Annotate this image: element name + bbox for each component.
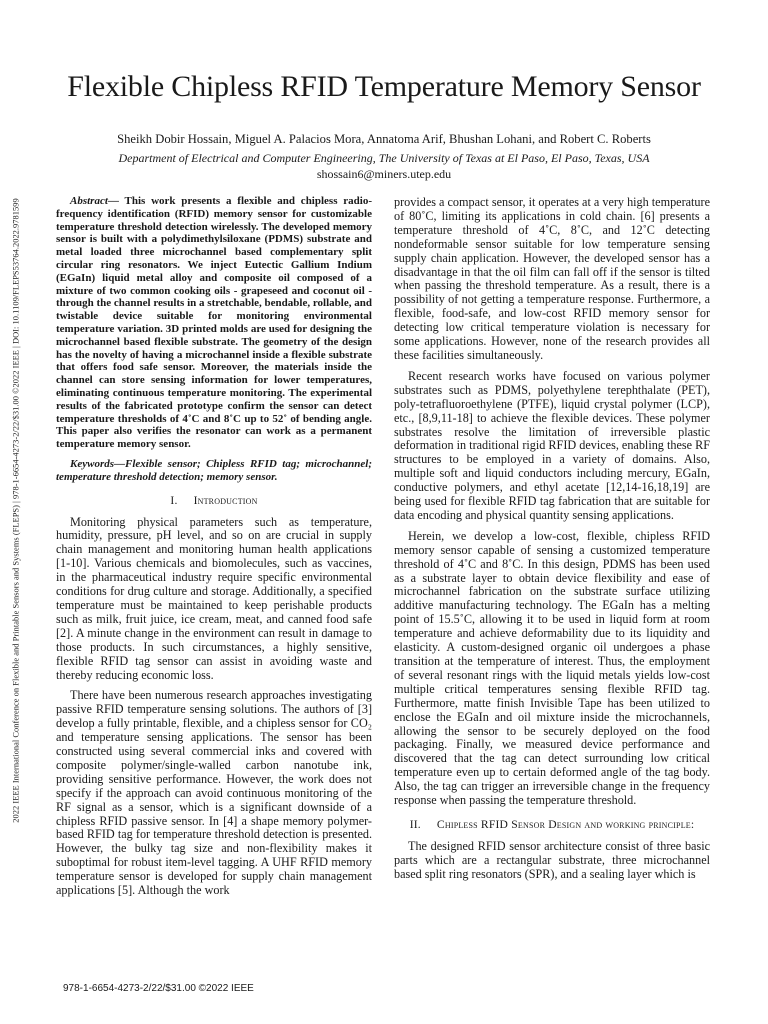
keywords: Keywords—Flexible sensor; Chipless RFID tag; microchannel; temperature threshold detection; memory sensor. xyxy=(56,457,372,483)
abstract xyxy=(56,195,372,451)
body-paragraph: provides a compact sensor, it operates at a very high temperature of 80˚C, limiting its applications in cold chain. [6] presents a temperature threshold of 4˚C, 8˚C, and 12˚C detecting nondeformable sensor suitable for low temperature sensing supply chain application. However, the developed sensor has a disadvantage in that the oil film can fall off if the sensor is tilted when passing the threshold temperature. As a result, there is a possibility of not getting a temperature response. Furthermore, a flexible, food-safe, and low-cost RFID memory sensor for detecting low critical temperature violation is necessary for some applications. However, none of the research provides all these facilities simultaneously. xyxy=(394,195,710,362)
section-title: Chipless RFID Sensor Design and working principle: xyxy=(436,817,695,831)
author-email: shossain6@miners.utep.edu xyxy=(316,167,452,181)
section-number: I. xyxy=(170,493,178,507)
section-heading-design xyxy=(394,818,710,831)
body-paragraph: The designed RFID sensor architecture consist of three basic parts which are a rectangular substrate, three microchannel based split ring resonators (SPR), and a sealing layer which is xyxy=(394,838,710,881)
body-paragraph: Monitoring physical parameters such as temperature, humidity, pressure, pH level, and so on are crucial in supply chain management and monitoring human health applications [1-10]. Various chemicals and biomolecules, such as vaccines, in the pharmaceutical industry require specific environmental conditions for drug culture and storage. Additionally, a specified temperature must be maintained to keep perishable products such as milk, fruit juice, ice cream, meat, and canned food safe [2]. A minute change in the environment can result in damage to those products. In such circumstances, a highly sensitive, flexible RFID tag sensor can assist in avoiding waste and thereby reducing economic loss. xyxy=(56,514,372,682)
right-column xyxy=(394,196,710,889)
section-number: II. xyxy=(409,817,421,831)
section-title: Introduction xyxy=(193,493,258,507)
affiliation: Department of Electrical and Computer Engineering, The University of Texas at El Paso, El Paso, Texas, USA xyxy=(118,151,650,165)
page-footer: 978-1-6654-4273-2/22/$31.00 ©2022 IEEE xyxy=(63,983,254,994)
side-copyright-banner xyxy=(9,130,23,890)
author-list: Sheikh Dobir Hossain, Miguel A. Palacios Mora, Annatoma Arif, Bhushan Lohani, and Robert C. Roberts xyxy=(117,132,651,146)
section-heading-introduction xyxy=(56,494,372,507)
paper-title: Flexible Chipless RFID Temperature Memory Sensor xyxy=(67,70,701,103)
body-paragraph: Recent research works have focused on various polymer substrates such as PDMS, polyethylene terephthalate (PET), poly-tetrafluoroethylene (PTFE), liquid crystal polymer (LCP), etc., [8,9,11-18] to achieve the flexible devices. These polymer substrates resolve the limitation of irreversible plastic deformation in traditional rigid RFID devices, enabling these RF structures to be employed in a variety of domains. Also, multiple soft and liquid conductors including mercury, EGaIn, conductive polymers, and ethyl acetate [12,14-16,18,19] are being used for flexible RFID tag fabrication that are suitable for data encoding and physical quantity sensing applications. xyxy=(394,368,710,522)
body-paragraph: Herein, we develop a low-cost, flexible, chipless RFID memory sensor capable of sensing a customized temperature threshold of 4˚C and 8˚C. In this design, PDMS has been used as a substrate layer to obtain device flexibility and ease of microchannel fabrication on the substrate surface utilizing additive manufacturing technology. The EGaIn has a melting point of 15.5˚C, allowing it to be used in liquid form at room temperature and achieve deformability due to its liquidity and elasticity. A custom-designed organic oil undergoes a phase transition at the temperature of interest. Thus, the employment of several resonant rings with the liquid metals yields low-cost multiple critical temperatures sensing flexible RFID tag. Furthermore, matte finish Invisible Tape has been utilized to enclose the EGaIn and oil mixture inside the microchannels, allowing the sensor to be securely deployed on the food packaging. Finally, we measured device performance and discovered that the tag can detect surrounding low critical temperature even up to certain deformed angle of the tag body. Also, the tag can trigger an irreversible change in the frequency response when passing the temperature threshold. xyxy=(394,528,710,808)
body-paragraph: There have been numerous research approaches investigating passive RFID temperature sensing solutions. The authors of [3] develop a fully printable, flexible, and a chipless sensor for CO₂ and temperature sensing applications. The sensor has been constructed using several commercial inks and covered with composite polymer/single-walled carbon nanotube ink, providing sensitive performance. However, the work does not specify if the approach can avoid continuous monitoring of the RF signal as a sensor, which is a significant downside of a chipless RFID passive sensor. In [4] a shape memory polymer-based RFID tag for temperature threshold detection is presented. However, the bulky tag size and non-flexibility makes it suboptimal for robust item-level tagging. A UHF RFID memory temperature sensor is developed for supply chain management applications [5]. Although the work xyxy=(56,688,372,898)
left-column xyxy=(56,195,372,905)
abstract-label: Abstract xyxy=(70,195,108,207)
side-copyright-text: 2022 IEEE International Conference on Flexible and Printable Sensors and Systems (FLEPS) | 978-1-6654-4273-2/22/$31.00 ©2022 IEEE | DOI: 10.1109/FLEPS53764.2022.9781599 xyxy=(11,197,21,823)
abstract-text: — This work presents a flexible and chipless radio-frequency identification (RFID) memory sensor for customizable temperature threshold detection wirelessly. The developed memory sensor is built with a polydimethylsiloxane (PDMS) substrate and metal loaded three microchannel based complementary split circular ring resonators. We inject Eutectic Gallium Indium (EGaIn) liquid metal alloy and composite oil composed of a mixture of two common cooking oils - grapeseed and coconut oil - through the channel results in a stretchable, bendable, rollable, and twistable device suitable for monitoring environmental temperature variation. 3D printed molds are used for designing the microchannel based flexible substrate. The geometry of the design has the novelty of having a microchannel inside a flexible substrate that offers food safe sensor. Moreover, the materials inside the channel can store sensing information for lower temperatures, eliminating continuous temperature monitoring. The experimental results of the fabricated prototype confirm the sensor can detect temperature thresholds of 4˚C and 8˚C up to 52˚ of bending angle. This paper also verifies the resonator can work as a permanent temperature memory sensor. xyxy=(56,195,372,451)
